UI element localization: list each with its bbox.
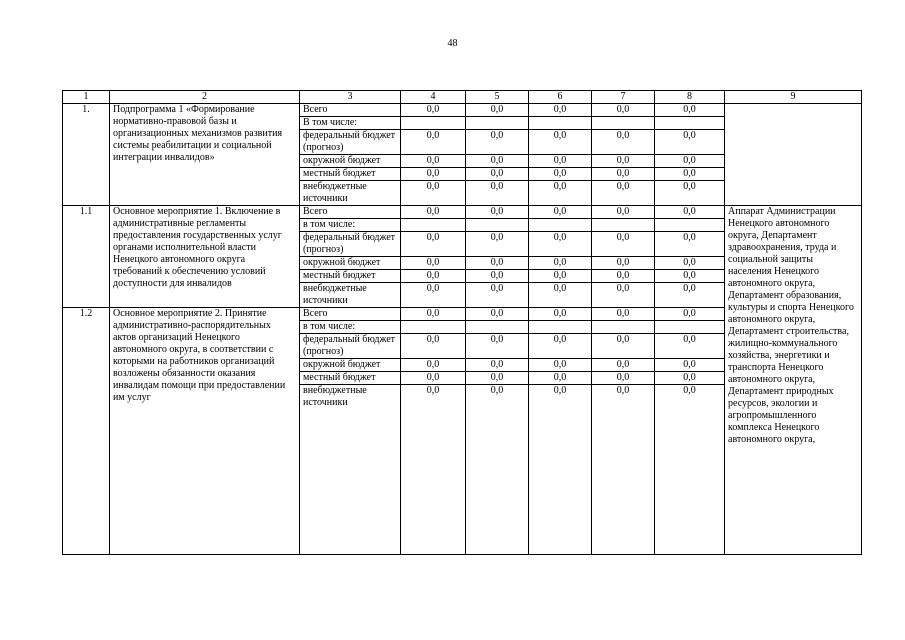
amount-cell: 0,0 [466, 168, 529, 181]
amount-cell: 0,0 [466, 181, 529, 206]
amount-cell [655, 117, 725, 130]
header-cell: 2 [110, 91, 300, 104]
item-number: 1. [63, 104, 110, 206]
amount-cell: 0,0 [401, 257, 466, 270]
responsible-cell-empty [725, 104, 862, 206]
amount-cell: 0,0 [466, 130, 529, 155]
funding-source: федеральный бюджет (прогноз) [300, 130, 401, 155]
amount-cell [466, 321, 529, 334]
item-name: Основное мероприятие 2. Принятие административно-распорядительных актов организаций Ненецкого автономного округа, в соответствии с которыми на работников организаций возложены обязанности оказания инвалидам помощи при предоставлении им услуг [110, 308, 300, 555]
amount-cell: 0,0 [592, 334, 655, 359]
amount-cell: 0,0 [592, 270, 655, 283]
funding-source: местный бюджет [300, 168, 401, 181]
amount-cell: 0,0 [592, 130, 655, 155]
amount-cell: 0,0 [655, 155, 725, 168]
amount-cell: 0,0 [529, 206, 592, 219]
amount-cell: 0,0 [401, 168, 466, 181]
amount-cell [655, 219, 725, 232]
item-number: 1.1 [63, 206, 110, 308]
amount-cell: 0,0 [401, 283, 466, 308]
amount-cell: 0,0 [592, 257, 655, 270]
header-cell: 9 [725, 91, 862, 104]
funding-source: внебюджетные источники [300, 283, 401, 308]
amount-cell: 0,0 [401, 130, 466, 155]
amount-cell: 0,0 [529, 334, 592, 359]
funding-source: Всего [300, 206, 401, 219]
amount-cell: 0,0 [655, 283, 725, 308]
amount-cell: 0,0 [401, 232, 466, 257]
header-cell: 5 [466, 91, 529, 104]
amount-cell: 0,0 [592, 372, 655, 385]
amount-cell: 0,0 [655, 372, 725, 385]
amount-cell: 0,0 [655, 206, 725, 219]
amount-cell [592, 321, 655, 334]
amount-cell [592, 219, 655, 232]
amount-cell: 0,0 [655, 385, 725, 555]
funding-source: окружной бюджет [300, 257, 401, 270]
amount-cell: 0,0 [401, 181, 466, 206]
amount-cell: 0,0 [401, 334, 466, 359]
table-row [63, 104, 862, 117]
funding-source: местный бюджет [300, 270, 401, 283]
funding-source: внебюджетные источники [300, 385, 401, 555]
amount-cell: 0,0 [401, 104, 466, 117]
funding-source: окружной бюджет [300, 155, 401, 168]
amount-cell: 0,0 [529, 385, 592, 555]
amount-cell: 0,0 [529, 283, 592, 308]
amount-cell: 0,0 [655, 232, 725, 257]
funding-source: В том числе: [300, 117, 401, 130]
amount-cell: 0,0 [529, 257, 592, 270]
amount-cell: 0,0 [401, 385, 466, 555]
amount-cell: 0,0 [655, 334, 725, 359]
amount-cell: 0,0 [466, 283, 529, 308]
header-cell: 4 [401, 91, 466, 104]
funding-source: Всего [300, 104, 401, 117]
amount-cell: 0,0 [466, 308, 529, 321]
amount-cell [401, 321, 466, 334]
table-body [63, 91, 862, 555]
amount-cell: 0,0 [592, 155, 655, 168]
amount-cell: 0,0 [529, 130, 592, 155]
amount-cell: 0,0 [592, 104, 655, 117]
amount-cell: 0,0 [466, 359, 529, 372]
amount-cell: 0,0 [592, 168, 655, 181]
amount-cell: 0,0 [592, 385, 655, 555]
amount-cell [466, 219, 529, 232]
amount-cell: 0,0 [529, 104, 592, 117]
funding-source: окружной бюджет [300, 359, 401, 372]
item-name: Основное мероприятие 1. Включение в административные регламенты предоставления государственных услуг органами исполнительной власти Ненецкого автономного округа требований к обеспечению условий доступности для инвалидов [110, 206, 300, 308]
amount-cell: 0,0 [655, 168, 725, 181]
responsible-executors: Аппарат Администрации Ненецкого автономного округа, Департамент здравоохранения, труда и социальной защиты населения Ненецкого автономного округа, Департамент образования, культуры и спорта Ненецкого автономного округа, Департамент строительства, жилищно-коммунального хозяйства, энергетики и транспорта Ненецкого автономного округа, Департамент природных ресурсов, экологии и агропромышленного комплекса Ненецкого автономного округа, [725, 206, 862, 555]
amount-cell: 0,0 [592, 359, 655, 372]
amount-cell: 0,0 [592, 308, 655, 321]
header-cell: 8 [655, 91, 725, 104]
page-number: 48 [447, 38, 458, 49]
amount-cell: 0,0 [655, 359, 725, 372]
amount-cell: 0,0 [529, 308, 592, 321]
program-table [62, 90, 862, 555]
funding-source: федеральный бюджет (прогноз) [300, 334, 401, 359]
item-number: 1.2 [63, 308, 110, 555]
amount-cell: 0,0 [466, 155, 529, 168]
amount-cell: 0,0 [401, 206, 466, 219]
item-name: Подпрограмма 1 «Формирование нормативно-правовой базы и организационных механизмов развития системы реабилитации и социальной интеграции инвалидов» [110, 104, 300, 206]
funding-source: местный бюджет [300, 372, 401, 385]
header-cell: 1 [63, 91, 110, 104]
amount-cell [655, 321, 725, 334]
amount-cell: 0,0 [401, 155, 466, 168]
header-row [63, 91, 862, 104]
funding-source: в том числе: [300, 219, 401, 232]
header-cell: 6 [529, 91, 592, 104]
amount-cell: 0,0 [466, 372, 529, 385]
funding-source: внебюджетные источники [300, 181, 401, 206]
amount-cell [529, 219, 592, 232]
amount-cell: 0,0 [466, 257, 529, 270]
amount-cell: 0,0 [529, 232, 592, 257]
amount-cell: 0,0 [529, 181, 592, 206]
amount-cell: 0,0 [529, 168, 592, 181]
amount-cell: 0,0 [466, 232, 529, 257]
amount-cell: 0,0 [466, 206, 529, 219]
amount-cell: 0,0 [466, 104, 529, 117]
amount-cell: 0,0 [401, 372, 466, 385]
table-row [63, 206, 862, 219]
header-cell: 3 [300, 91, 401, 104]
amount-cell: 0,0 [401, 359, 466, 372]
amount-cell [466, 117, 529, 130]
amount-cell [401, 219, 466, 232]
funding-source: Всего [300, 308, 401, 321]
amount-cell [592, 117, 655, 130]
amount-cell: 0,0 [466, 270, 529, 283]
amount-cell: 0,0 [592, 181, 655, 206]
amount-cell: 0,0 [655, 181, 725, 206]
amount-cell: 0,0 [592, 283, 655, 308]
amount-cell: 0,0 [592, 232, 655, 257]
amount-cell: 0,0 [529, 155, 592, 168]
funding-source: федеральный бюджет (прогноз) [300, 232, 401, 257]
amount-cell: 0,0 [401, 270, 466, 283]
amount-cell: 0,0 [655, 270, 725, 283]
amount-cell: 0,0 [592, 206, 655, 219]
amount-cell: 0,0 [655, 257, 725, 270]
amount-cell [401, 117, 466, 130]
amount-cell: 0,0 [401, 308, 466, 321]
funding-source: в том числе: [300, 321, 401, 334]
amount-cell: 0,0 [529, 372, 592, 385]
amount-cell: 0,0 [655, 308, 725, 321]
amount-cell [529, 117, 592, 130]
header-cell: 7 [592, 91, 655, 104]
amount-cell: 0,0 [466, 334, 529, 359]
amount-cell: 0,0 [529, 359, 592, 372]
amount-cell: 0,0 [655, 104, 725, 117]
amount-cell [529, 321, 592, 334]
amount-cell: 0,0 [529, 270, 592, 283]
amount-cell: 0,0 [466, 385, 529, 555]
amount-cell: 0,0 [655, 130, 725, 155]
